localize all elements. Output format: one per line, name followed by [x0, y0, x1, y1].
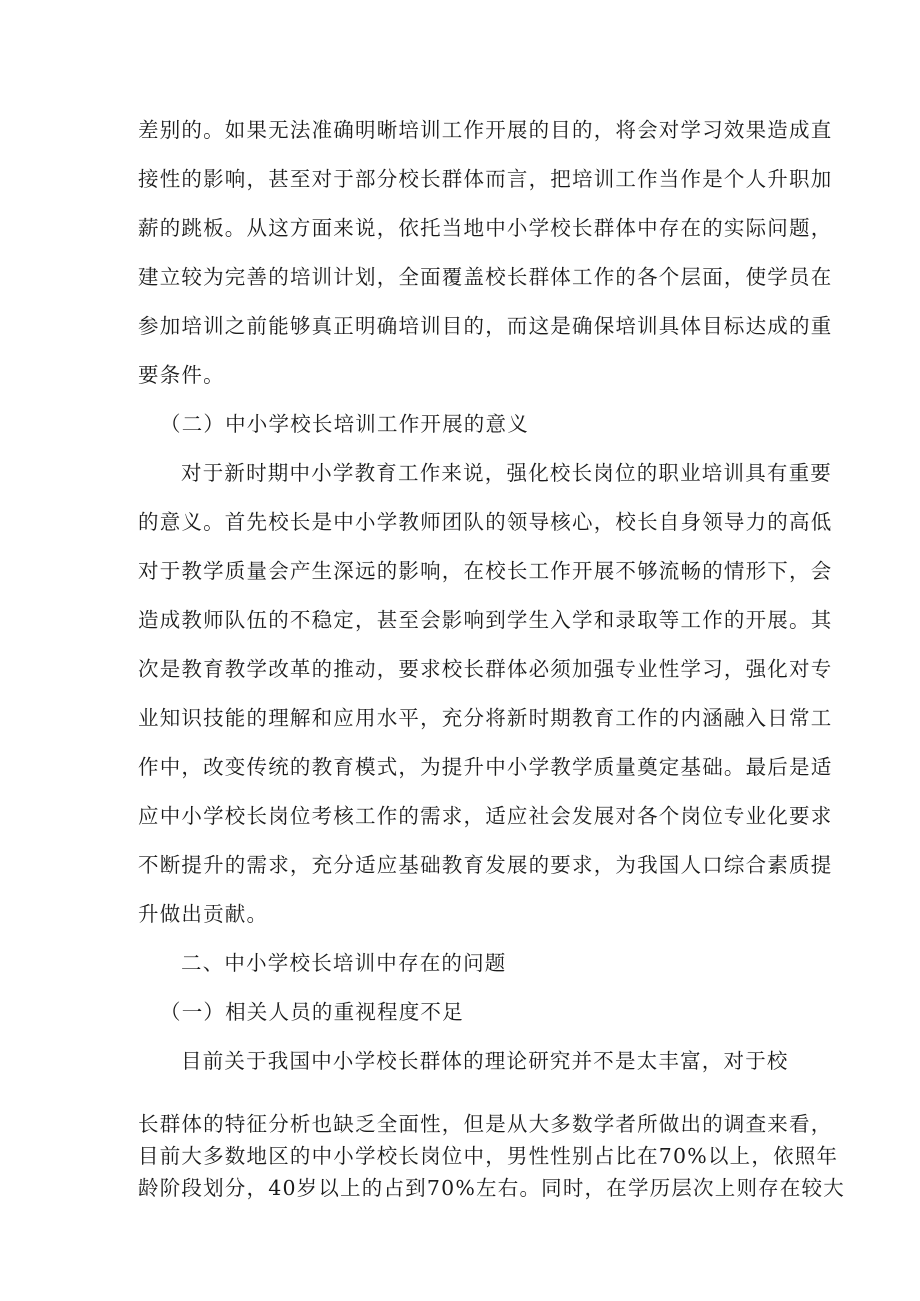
text-line: 目前大多数地区的中小学校长岗位中，男性性别占比在70%以上，依照年: [138, 1144, 839, 1168]
text-line: 业知识技能的理解和应用水平，充分将新时期教育工作的内涵融入日常工: [138, 706, 833, 730]
text-line: 要条件。: [138, 363, 225, 387]
subheading: （二）中小学校长培训工作开展的意义: [160, 412, 529, 436]
text-line: 建立较为完善的培训计划，全面覆盖校长群体工作的各个层面，使学员在: [138, 265, 833, 289]
text-line: 的意义。首先校长是中小学教师团队的领导核心，校长自身领导力的高低: [138, 510, 833, 534]
text-line: 对于教学质量会产生深远的影响，在校长工作开展不够流畅的情形下，会: [138, 559, 833, 583]
text-line: 龄阶段划分，40岁以上的占到70%左右。同时，在学历层次上则存在较大: [138, 1176, 845, 1200]
text-line: 作中，改变传统的教育模式，为提升中小学教学质量奠定基础。最后是适: [138, 755, 833, 779]
text-line: 造成教师队伍的不稳定，甚至会影响到学生入学和录取等工作的开展。其: [138, 608, 833, 632]
text-line: 对于新时期中小学教育工作来说，强化校长岗位的职业培训具有重要: [181, 461, 832, 485]
text-line: 不断提升的需求，充分适应基础教育发展的要求，为我国人口综合素质提: [138, 853, 833, 877]
text-line: 薪的跳板。从这方面来说，依托当地中小学校长群体中存在的实际问题，: [138, 216, 833, 240]
text-line: 长群体的特征分析也缺乏全面性，但是从大多数学者所做出的调查来看，: [138, 1112, 833, 1136]
text-line: 升做出贡献。: [138, 902, 269, 926]
section-heading: 二、中小学校长培训中存在的问题: [181, 951, 507, 975]
text-line: 目前关于我国中小学校长群体的理论研究并不是太丰富，对于校: [181, 1049, 789, 1073]
text-line: 应中小学校长岗位考核工作的需求，适应社会发展对各个岗位专业化要求: [138, 804, 833, 828]
text-line: 接性的影响，甚至对于部分校长群体而言，把培训工作当作是个人升职加: [138, 167, 833, 191]
text-line: 次是教育教学改革的推动，要求校长群体必须加强专业性学习，强化对专: [138, 657, 833, 681]
text-line: 差别的。如果无法准确明晰培训工作开展的目的，将会对学习效果造成直: [138, 118, 833, 142]
subheading: （一）相关人员的重视程度不足: [160, 1000, 464, 1024]
text-line: 参加培训之前能够真正明确培训目的，而这是确保培训具体目标达成的重: [138, 314, 833, 338]
